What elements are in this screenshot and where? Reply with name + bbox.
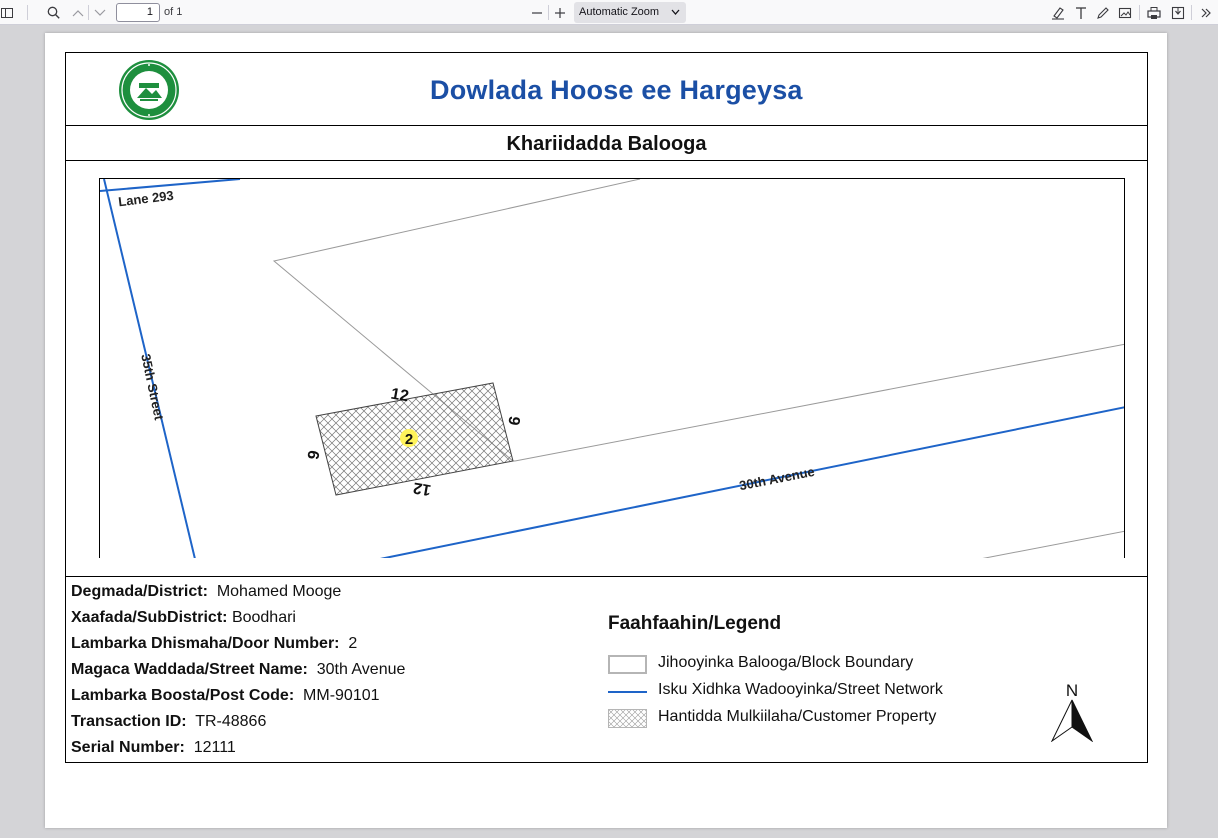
info-row-door-number	[71, 635, 405, 661]
info-label: Transaction ID:	[71, 713, 187, 730]
map-document-frame	[65, 52, 1148, 763]
30th-avenue-label: 30th Avenue	[738, 463, 816, 494]
chevron-up-icon[interactable]	[71, 0, 85, 25]
block-boundary-lower	[980, 531, 1125, 558]
legend-hatch-symbol	[608, 709, 647, 728]
image-icon[interactable]	[1117, 0, 1133, 25]
info-row-street-name	[71, 661, 405, 687]
highlight-icon[interactable]	[1050, 0, 1066, 25]
info-row-subdistrict	[71, 609, 405, 635]
legend-box-symbol	[608, 655, 647, 674]
legend-label: Hantidda Mulkiilaha/Customer Property	[658, 708, 937, 725]
lane-293-label: Lane 293	[117, 187, 175, 210]
print-icon[interactable]	[1146, 0, 1162, 25]
draw-icon[interactable]	[1095, 0, 1111, 25]
info-value: 12111	[193, 739, 236, 756]
parcel-info	[71, 583, 405, 765]
legend-label: Isku Xidhka Wadooyinka/Street Network	[658, 681, 943, 698]
info-row-post-code	[71, 687, 405, 713]
north-arrow-icon	[1051, 680, 1095, 742]
save-icon[interactable]	[1170, 0, 1186, 25]
info-value: 2	[348, 635, 358, 652]
block-map	[99, 178, 1125, 558]
info-row-district	[71, 583, 405, 609]
info-value: TR-48866	[195, 713, 267, 730]
page-number-input[interactable]: 1	[116, 3, 160, 22]
35th-street-label: 35th Street	[138, 352, 167, 422]
info-label: Magaca Waddada/Street Name:	[71, 661, 308, 678]
info-value: 30th Avenue	[316, 661, 406, 678]
info-row-serial-number	[71, 739, 405, 765]
info-value: MM-90101	[303, 687, 380, 704]
zoom-in-icon[interactable]	[553, 0, 567, 25]
chevron-down-icon	[671, 2, 680, 31]
search-icon[interactable]	[45, 0, 61, 25]
parcel-id-label: 2	[404, 431, 414, 448]
legend-label: Jihooyinka Balooga/Block Boundary	[658, 654, 914, 671]
map-subtitle: Khariidadda Balooga	[506, 133, 707, 155]
municipality-logo	[118, 59, 180, 121]
info-label: Lambarka Boosta/Post Code:	[71, 687, 295, 704]
parcel-dim-right: 9	[504, 414, 523, 427]
legend-title: Faahfaahin/Legend	[608, 613, 782, 634]
subtitle-row	[66, 126, 1147, 161]
title-row	[66, 53, 1147, 126]
zoom-out-icon[interactable]	[530, 0, 544, 25]
north-label: N	[1065, 681, 1079, 700]
text-icon[interactable]	[1073, 0, 1089, 25]
sidebar-toggle-icon[interactable]	[0, 0, 14, 25]
chevron-down-icon[interactable]	[93, 0, 107, 25]
parcel-dim-top: 12	[389, 385, 410, 406]
pdf-toolbar	[0, 0, 1218, 25]
zoom-select[interactable]	[574, 2, 686, 23]
parcel-dim-bottom: 12	[411, 478, 433, 499]
info-divider	[66, 576, 1147, 577]
pdf-page	[45, 33, 1167, 828]
info-value: Mohamed Mooge	[216, 583, 342, 600]
info-label: Lambarka Dhismaha/Door Number:	[71, 635, 340, 652]
legend-line-symbol	[608, 682, 647, 701]
info-label: Degmada/District:	[71, 583, 208, 600]
parcel-dim-left: 9	[305, 449, 324, 461]
info-row-transaction-id	[71, 713, 405, 739]
zoom-select-label: Automatic Zoom	[579, 6, 660, 18]
page-count-label: of 1	[164, 6, 183, 18]
more-tools-icon[interactable]	[1198, 0, 1214, 25]
info-label: Xaafada/SubDistrict:	[71, 609, 228, 626]
page-title: Dowlada Hoose ee Hargeysa	[430, 75, 803, 105]
info-label: Serial Number:	[71, 739, 185, 756]
info-value: Boodhari	[231, 609, 296, 626]
